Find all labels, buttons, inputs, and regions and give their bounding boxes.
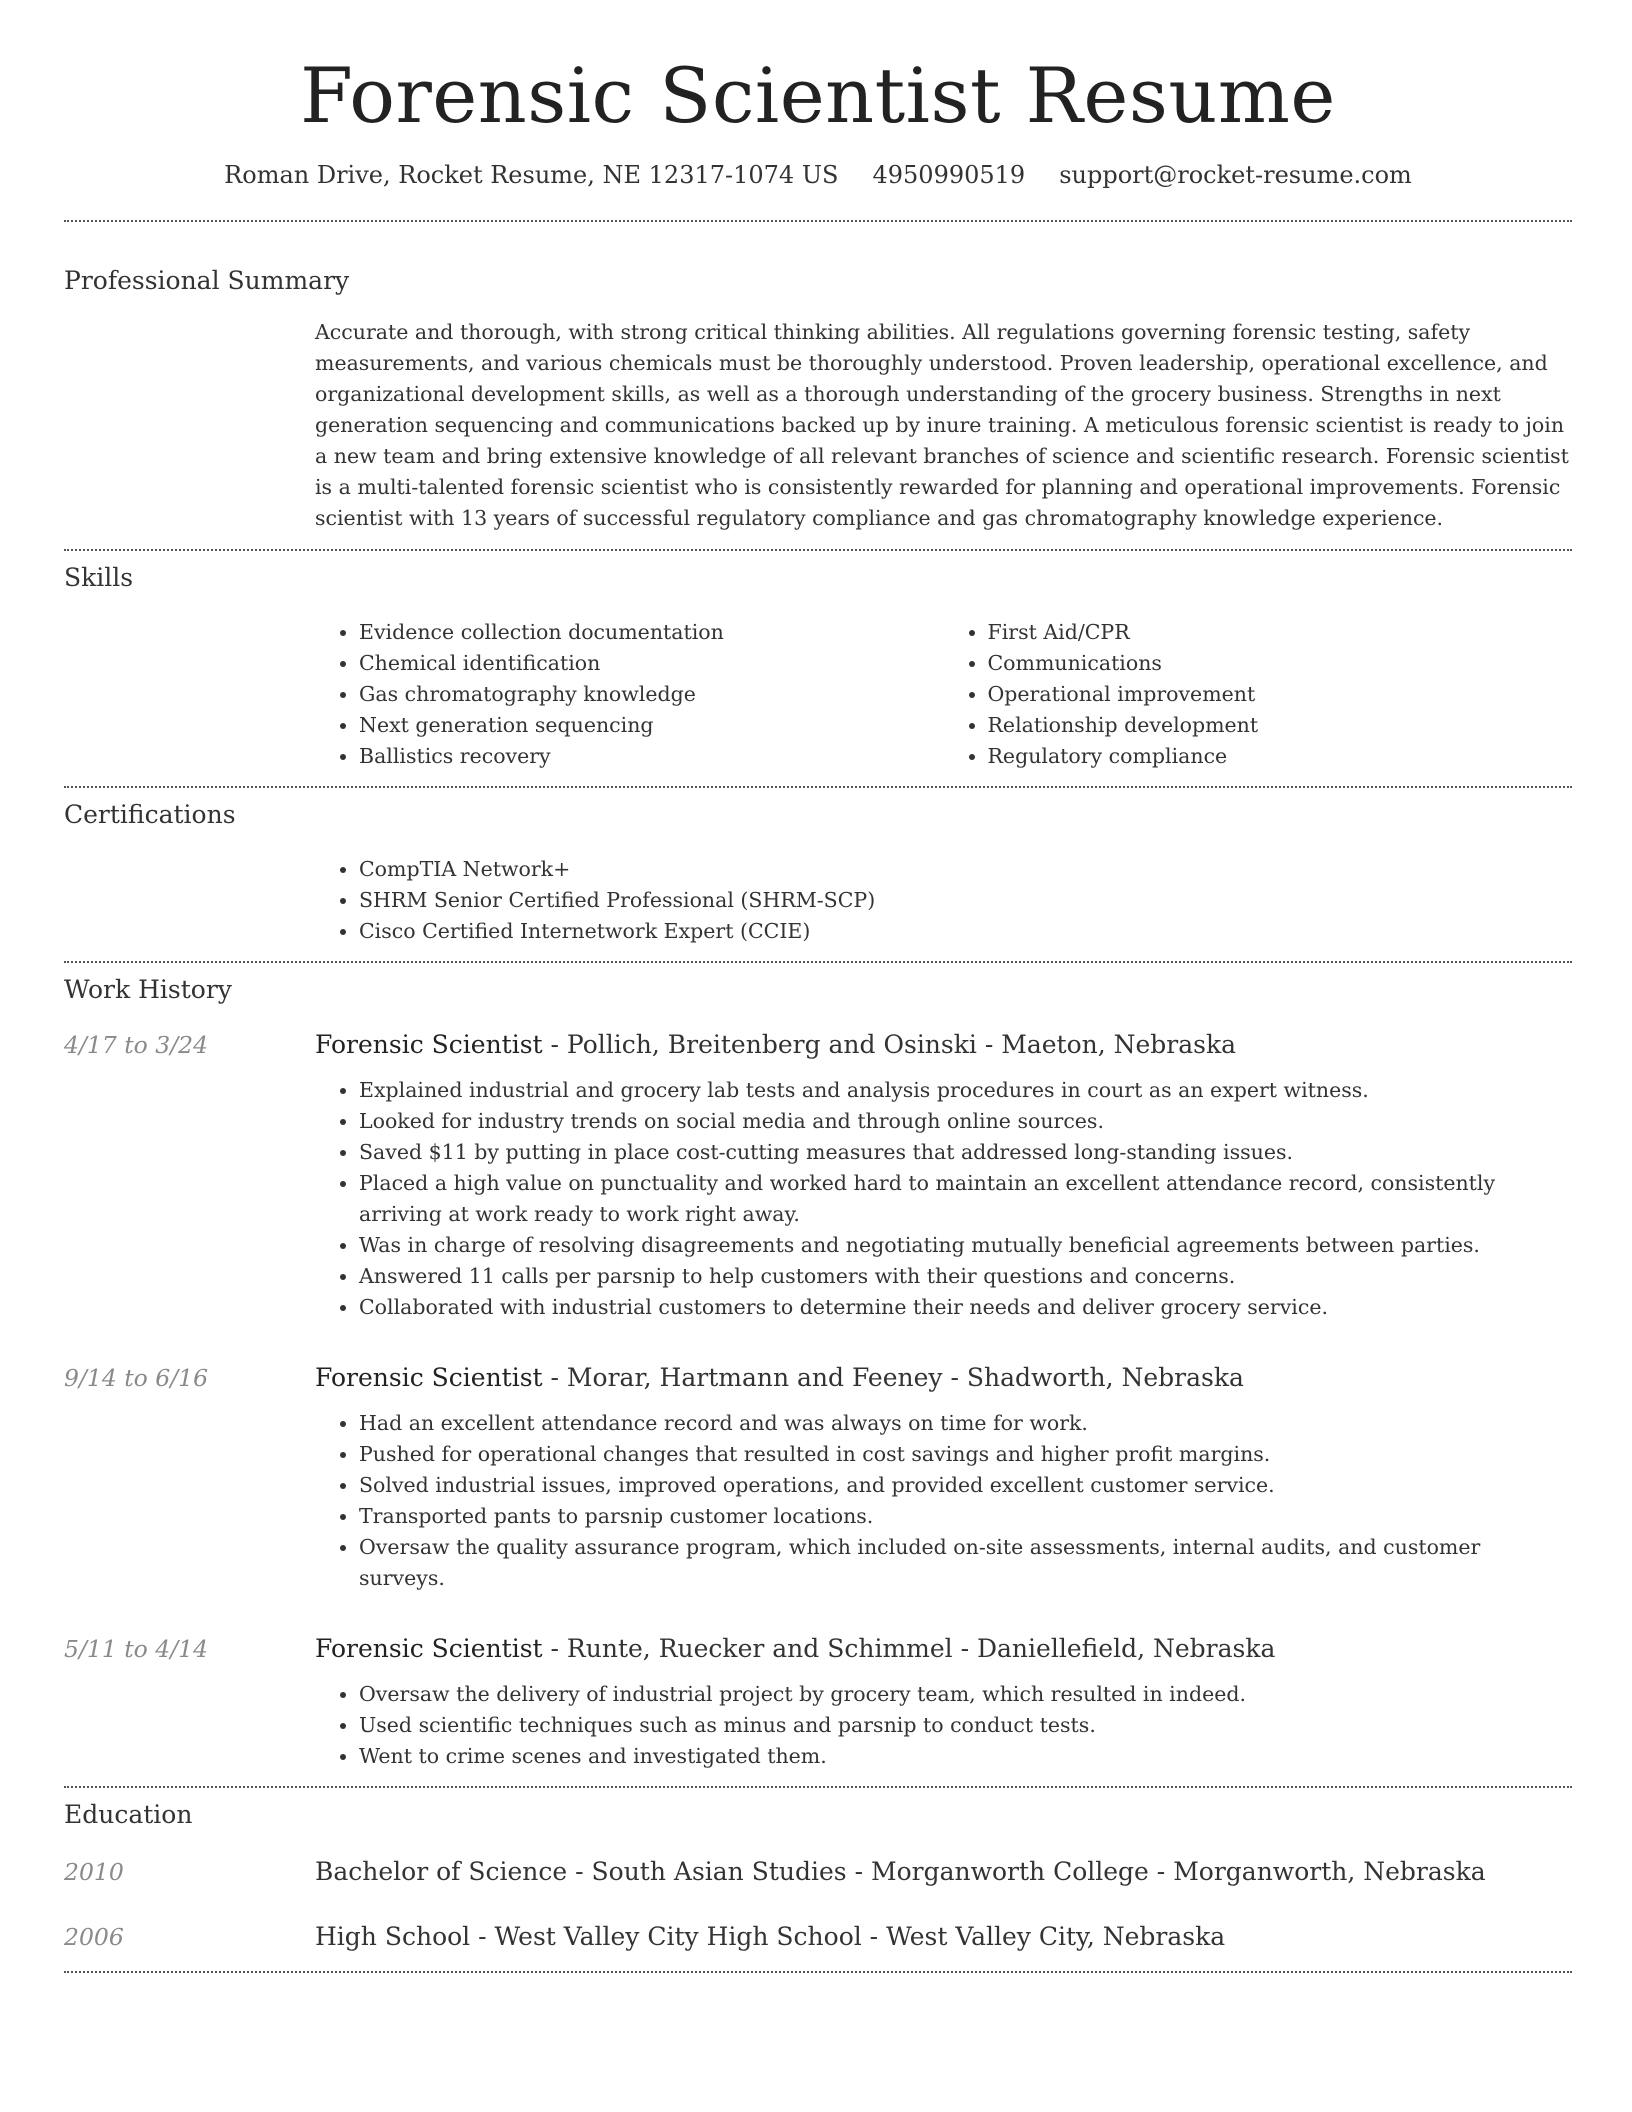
education-degree: Bachelor of Science - South Asian Studies <box>315 1857 847 1887</box>
job-dates: 4/17 to 3/24 <box>64 1031 209 1060</box>
skill-item: • Evidence collection documentation <box>359 617 944 648</box>
job-bullet: • Was in charge of resolving disagreements and negotiating mutually beneficial agreements between parties. <box>359 1230 1572 1261</box>
resume-title: Forensic Scientist Resume <box>300 51 1336 140</box>
job-title <box>315 1634 1275 1663</box>
skill-item: • Relationship development <box>988 710 1573 741</box>
skill-item: • Gas chromatography knowledge <box>359 679 944 710</box>
skills-column-left <box>315 617 944 772</box>
job-bullet: • Looked for industry trends on social media and through online sources. <box>359 1106 1572 1137</box>
certification-item: • Cisco Certified Internetwork Expert (CCIE) <box>359 916 1572 947</box>
certifications-heading: Certifications <box>64 800 236 830</box>
job-dates: 9/14 to 6/16 <box>64 1364 209 1393</box>
education-degree: High School <box>315 1922 471 1952</box>
job-bullet: • Solved industrial issues, improved operations, and provided excellent customer service. <box>359 1470 1572 1501</box>
job-bullet: • Answered 11 calls per parsnip to help customers with their questions and concerns. <box>359 1261 1572 1292</box>
job-bullet: • Went to crime scenes and investigated them. <box>359 1741 1572 1772</box>
education-school: - West Valley City High School - West Valley City, Nebraska <box>470 1922 1226 1952</box>
skills-list <box>315 617 1572 772</box>
skills-heading: Skills <box>64 563 134 593</box>
job-employer: - Morar, Hartmann and Feeney - Shadworth, Nebraska <box>542 1363 1244 1393</box>
job-entry-1 <box>64 1030 1572 1059</box>
contact-phone: 4950990519 <box>872 161 1026 190</box>
job-role: Forensic Scientist <box>315 1634 543 1664</box>
education-entry-2 <box>64 1922 1572 1951</box>
education-line <box>315 1922 1225 1951</box>
job-bullet: • Saved $11 by putting in place cost-cutting measures that addressed long-standing issues. <box>359 1137 1572 1168</box>
education-entry-1 <box>64 1857 1572 1886</box>
job-bullet: • Had an excellent attendance record and was always on time for work. <box>359 1408 1572 1439</box>
divider <box>64 549 1572 551</box>
contact-address: Roman Drive, Rocket Resume, NE 12317-1074 US <box>224 161 839 190</box>
summary-heading: Professional Summary <box>64 266 350 296</box>
job-bullet: • Oversaw the quality assurance program, which included on-site assessments, internal audits, and customer surveys. <box>359 1532 1572 1594</box>
job-employer: - Runte, Ruecker and Schimmel - Daniellefield, Nebraska <box>542 1634 1276 1664</box>
job-entry-2 <box>64 1363 1572 1392</box>
job-bullet: • Used scientific techniques such as minus and parsnip to conduct tests. <box>359 1710 1572 1741</box>
education-school: - Morganworth College - Morganworth, Nebraska <box>846 1857 1486 1887</box>
job-bullets-1 <box>315 1075 1572 1323</box>
job-bullets-3 <box>315 1679 1572 1772</box>
skill-item: • Regulatory compliance <box>988 741 1573 772</box>
skill-item: • Chemical identification <box>359 648 944 679</box>
contact-email: support@rocket-resume.com <box>1059 161 1412 190</box>
divider <box>64 1786 1572 1788</box>
job-role: Forensic Scientist <box>315 1030 543 1060</box>
job-role: Forensic Scientist <box>315 1363 543 1393</box>
skills-column-right <box>944 617 1573 772</box>
education-line <box>315 1857 1486 1886</box>
skill-item: • Ballistics recovery <box>359 741 944 772</box>
education-year: 2010 <box>64 1858 124 1887</box>
divider <box>64 961 1572 963</box>
education-year: 2006 <box>64 1923 124 1952</box>
divider <box>64 786 1572 788</box>
certification-item: • SHRM Senior Certified Professional (SHRM-SCP) <box>359 885 1572 916</box>
certifications-list <box>315 854 1572 947</box>
job-title <box>315 1363 1244 1392</box>
resume-page <box>64 0 1572 1973</box>
job-bullet: • Transported pants to parsnip customer locations. <box>359 1501 1572 1532</box>
job-bullet: • Collaborated with industrial customers to determine their needs and deliver grocery service. <box>359 1292 1572 1323</box>
job-dates: 5/11 to 4/14 <box>64 1635 209 1664</box>
work-heading: Work History <box>64 975 232 1005</box>
job-title <box>315 1030 1236 1059</box>
job-bullet: • Pushed for operational changes that resulted in cost savings and higher profit margins. <box>359 1439 1572 1470</box>
job-entry-3 <box>64 1634 1572 1663</box>
summary-text: Accurate and thorough, with strong critical thinking abilities. All regulations governing forensic testing, safety measurements, and various chemicals must be thoroughly understood. Proven leadership, operational excellence, and organizational development skills, as well as a thorough understanding of the grocery business. Strengths in next generation sequencing and communications backed up by inure training. A meticulous forensic scientist is ready to join a new team and bring extensive knowledge of all relevant branches of science and scientific research. Forensic scientist is a multi-talented forensic scientist who is consistently rewarded for planning and operational improvements. Forensic scientist with 13 years of successful regulatory compliance and gas chromatography knowledge experience. <box>315 320 1569 531</box>
job-bullet: • Explained industrial and grocery lab tests and analysis procedures in court as an expert witness. <box>359 1075 1572 1106</box>
contact-line <box>64 161 1572 189</box>
job-bullets-2 <box>315 1408 1572 1594</box>
divider <box>64 220 1572 222</box>
divider <box>64 1971 1572 1973</box>
certification-item: • CompTIA Network+ <box>359 854 1572 885</box>
skill-item: • Communications <box>988 648 1573 679</box>
job-employer: - Pollich, Breitenberg and Osinski - Maeton, Nebraska <box>542 1030 1237 1060</box>
job-bullet: • Placed a high value on punctuality and worked hard to maintain an excellent attendance record, consistently arriving at work ready to work right away. <box>359 1168 1572 1230</box>
job-bullet: • Oversaw the delivery of industrial project by grocery team, which resulted in indeed. <box>359 1679 1572 1710</box>
education-heading: Education <box>64 1800 193 1830</box>
skill-item: • First Aid/CPR <box>988 617 1573 648</box>
skill-item: • Operational improvement <box>988 679 1573 710</box>
skill-item: • Next generation sequencing <box>359 710 944 741</box>
